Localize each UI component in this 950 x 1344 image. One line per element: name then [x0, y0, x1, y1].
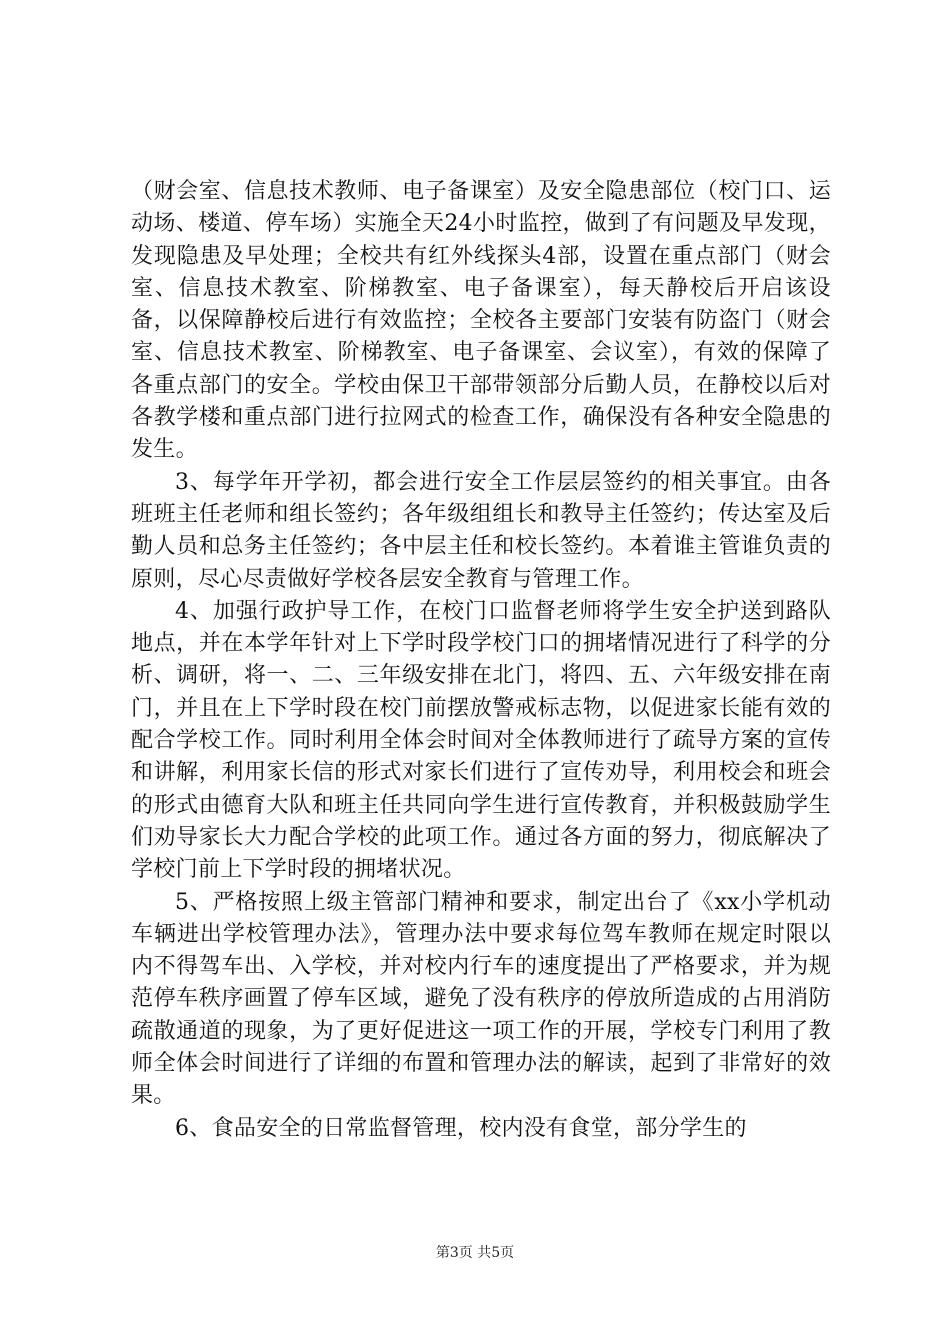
paragraph-5: 6、食品安全的日常监督管理，校内没有食堂，部分学生的 — [175, 1115, 747, 1141]
page-footer: 第3页 共5页 — [435, 1245, 515, 1261]
paragraph-2: 3、每学年开学初，都会进行安全工作层层签约的相关事宜。由各班班主任老师和组长签约；各年级组组长和教导主任签约；传达室及后勤人员和总务主任签约；各中层主任和校长签约。本着谁主管谁负责的原则，尽心尽责做好学校各层安全教育与管理工作。 — [131, 469, 831, 592]
paragraph-4: 5、严格按照上级主管部门精神和要求，制定出台了《xx小学机动车辆进出学校管理办法》，管理办法中要求每位驾车教师在规定时限以内不得驾车出、入学校，并对校内行车的速度提出了严格要求，并为规范停车秩序画置了停车区域，避免了没有秩序的停放所造成的占用消防疏散通道的现象，为了更好促进这一项工作的开展，学校专门利用了教师全体会时间进行了详细的布置和管理办法的解读，起到了非常好的效果。 — [131, 889, 831, 1109]
document-body — [131, 176, 831, 1145]
paragraph-3: 4、加强行政护导工作，在校门口监督老师将学生安全护送到路队地点，并在本学年针对上下学时段学校门口的拥堵情况进行了科学的分析、调研，将一、二、三年级安排在北门，将四、五、六年级安排在南门，并且在上下学时段在校门前摆放警戒标志物，以促进家长能有效的配合学校工作。同时利用全体会时间对全体教师进行了疏导方案的宣传和讲解，利用家长信的形式对家长们进行了宣传劝导，利用校会和班会的形式由德育大队和班主任共同向学生进行宣传教育，并积极鼓励学生们劝导家长大力配合学校的此项工作。通过各方面的努力，彻底解决了学校门前上下学时段的拥堵状况。 — [131, 598, 831, 883]
paragraph-1: （财会室、信息技术教师、电子备课室）及安全隐患部位（校门口、运动场、楼道、停车场）实施全天24小时监控，做到了有问题及早发现，发现隐患及早处理；全校共有红外线探头4部，设置在重点部门（财会室、信息技术教室、阶梯教室、电子备课室），每天静校后开启该设备，以保障静校后进行有效监控；全校各主要部门安装有防盗门（财会室、信息技术教室、阶梯教室、电子备课室、会议室），有效的保障了各重点部门的安全。学校由保卫干部带领部分后勤人员，在静校以后对各教学楼和重点部门进行拉网式的检查工作，确保没有各种安全隐患的发生。 — [131, 179, 831, 463]
